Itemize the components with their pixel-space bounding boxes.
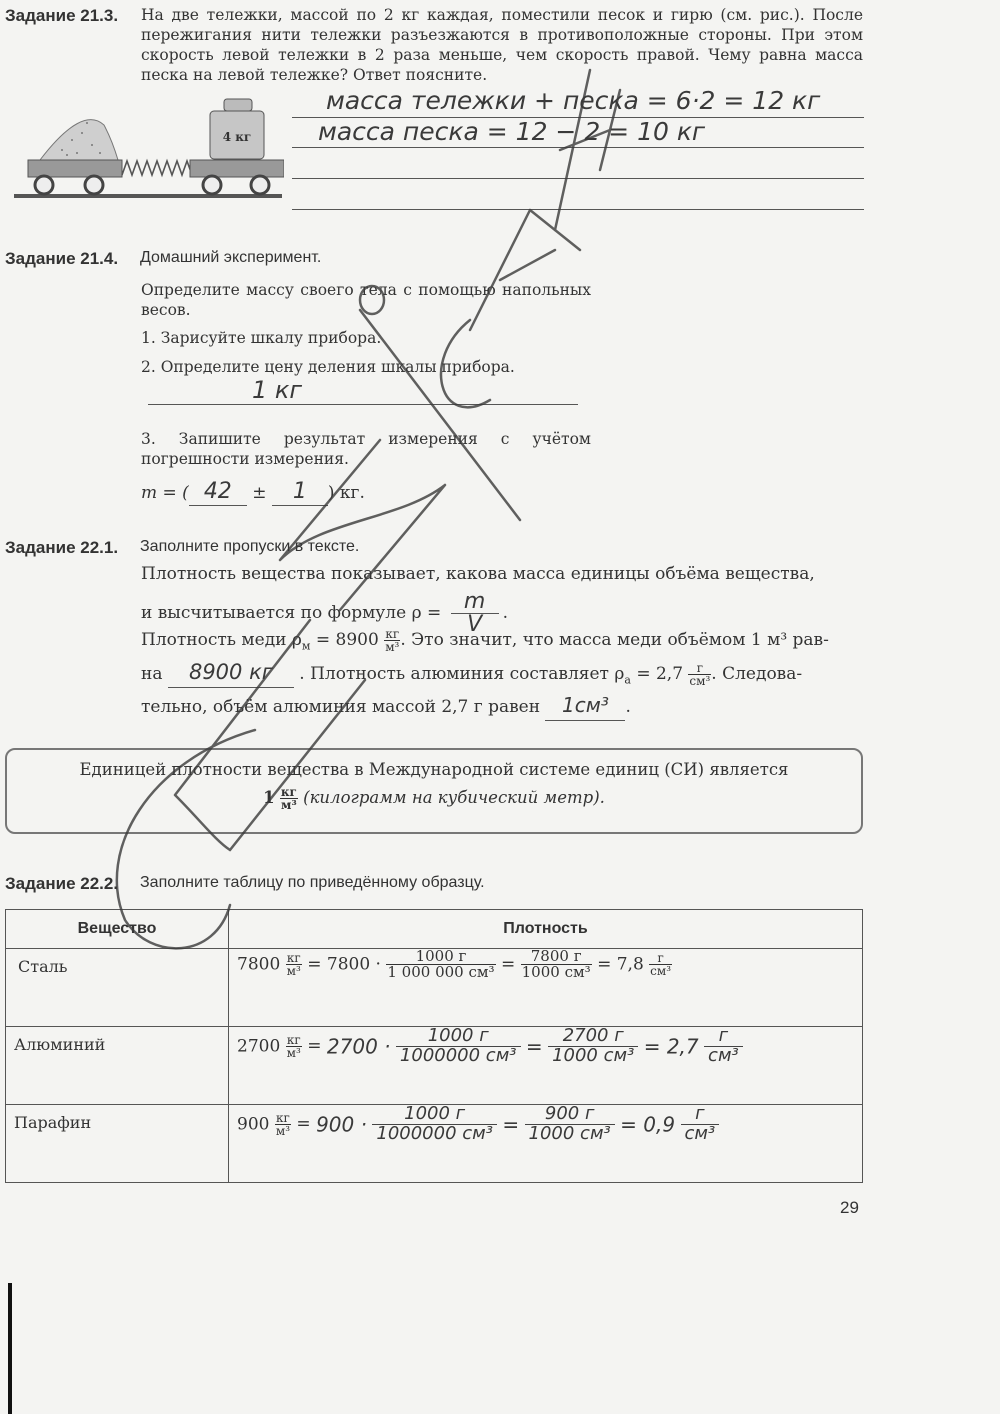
task-21-4-subtitle: Домашний эксперимент. — [140, 249, 322, 266]
result-den: см³ — [650, 964, 672, 978]
hw-frac1-den: 1000000 см³ — [376, 1122, 493, 1144]
unit-kg: кг — [286, 1032, 301, 1047]
si-one: 1 — [263, 788, 275, 807]
substance-name: Алюминий — [6, 1027, 229, 1105]
task-22-1-subtitle: Заполните пропуски в тексте. — [140, 538, 360, 555]
task-22-2-label: Задание 22.2. — [5, 874, 119, 893]
hw-eq3: = 0,9 — [620, 1112, 676, 1137]
si-unit-kg: кг — [280, 785, 297, 799]
task-22-1-label: Задание 22.1. — [5, 538, 119, 557]
answer-line — [292, 147, 864, 148]
row-value: 900 — [237, 1114, 270, 1135]
mass-formula — [141, 480, 365, 506]
p5a: тельно, объём алюминия массой 2,7 г равен — [141, 697, 541, 717]
p4d: . Следова- — [711, 664, 803, 684]
frac2-num: 7800 г — [521, 949, 592, 965]
p5b: . — [625, 697, 631, 717]
p4c: = 2,7 — [636, 664, 684, 684]
hw-frac2-num: 2700 г — [548, 1027, 638, 1047]
p5-line — [141, 691, 631, 724]
formula-denominator: V — [467, 612, 483, 637]
copper-mass-handwritten: 8900 кг — [188, 660, 273, 684]
hw-value: 2700 · — [326, 1034, 391, 1059]
hw-frac2-den: 1000 см³ — [552, 1044, 635, 1066]
task-21-3-label: Задание 21.3. — [5, 6, 119, 25]
row-value: 2700 — [237, 1036, 281, 1057]
si-unit-name: (килограмм на кубический метр). — [303, 788, 605, 807]
unit-m3: м³ — [275, 1123, 291, 1138]
substance-name: Сталь — [6, 949, 229, 1027]
substance-name: Парафин — [6, 1105, 229, 1183]
unit-kg: кг — [276, 1110, 290, 1125]
division-value-handwritten: 1 кг — [252, 376, 303, 404]
p3-sub: м — [301, 639, 311, 653]
hw-frac1-num: 1000 г — [372, 1105, 497, 1125]
header-density: Плотность — [229, 910, 863, 949]
table-row — [6, 949, 863, 1027]
si-box-line2 — [7, 786, 861, 811]
p3-line — [141, 624, 829, 662]
p3b: = 8900 — [315, 630, 379, 650]
p3c: . Это значит, что масса меди объёмом 1 м³ рав- — [400, 630, 829, 650]
hw-result-num: г — [681, 1105, 720, 1125]
table-header-row — [6, 910, 863, 949]
mass-error-handwritten: 1 — [292, 479, 307, 504]
hw-result-num: г — [704, 1027, 743, 1047]
density-formula — [229, 949, 863, 1027]
hw-frac2-den: 1000 см³ — [528, 1122, 611, 1144]
unit-kg: кг — [286, 951, 301, 965]
si-box-line1: Единицей плотности вещества в Международной системе единиц (СИ) является — [79, 760, 789, 779]
weight-label: 4 кг — [222, 130, 252, 144]
p4-sub: а — [624, 673, 631, 687]
hw-frac2-num: 900 г — [525, 1105, 615, 1125]
hw-result-den: см³ — [684, 1122, 716, 1144]
mass-value-handwritten: 42 — [203, 479, 232, 504]
hw-eq2: = — [525, 1034, 543, 1059]
p2-text: и высчитывается по формуле ρ = — [141, 603, 442, 623]
header-substance: Вещество — [6, 910, 229, 949]
answer-line — [292, 209, 864, 210]
result-num: г — [649, 952, 672, 965]
table-row — [6, 1027, 863, 1105]
task-21-3-text: На две тележки, массой по 2 кг каждая, поместили песок и гирю (см. рис.). После пережигания нити тележки разъезжаются в противоположные стороны. При этом скорость левой тележки в 2 раза меньше, чем скорость правой. Чему равна масса песка на левой тележке? Ответ поясните. — [141, 6, 863, 84]
carts-illustration — [12, 95, 284, 207]
density-table — [5, 909, 863, 1183]
row-eq2: = — [500, 954, 516, 975]
unit-g: г — [688, 662, 711, 675]
hw-eq3: = 2,7 — [643, 1034, 699, 1059]
unit-cm3: см³ — [689, 674, 711, 688]
row-eq: = 7800 · — [307, 954, 381, 975]
answer-handwritten-1: масса тележки + песка = 6·2 = 12 кг — [326, 86, 821, 115]
density-formula: 2700 $\frac{кг}{\text{м³}}$ = 2700 · 1000 г 1000000 см³ = 2700 г 1000 см³ = 2,7 г см³ — [229, 1027, 863, 1105]
row-value: 7800 — [237, 954, 281, 975]
density-formula: 900 $\frac{кг}{\text{м³}}$ = 900 · 1000 г 1000000 см³ = 900 г 1000 см³ = 0,9 г см³ — [229, 1105, 863, 1183]
frac2-den: 1000 см³ — [521, 963, 591, 981]
task-21-4-step2: 2. Определите цену деления шкалы прибора. — [141, 358, 515, 376]
hw-result-den: см³ — [708, 1044, 739, 1066]
si-unit-box — [5, 748, 863, 834]
unit-m3: м³ — [286, 964, 301, 978]
unit-m3: м³ — [385, 640, 400, 654]
si-unit-m3: м³ — [281, 798, 297, 812]
task-21-4-step3: 3. Запишите результат измерения с учётом погрешности измерения. — [141, 430, 591, 468]
unit-m3: м³ — [286, 1045, 301, 1060]
row-eq3: = 7,8 — [597, 954, 644, 975]
frac1-num: 1000 г — [386, 949, 495, 965]
formula-numerator: m — [451, 591, 499, 614]
hw-value: 900 · — [316, 1112, 367, 1137]
hw-eq2: = — [502, 1112, 520, 1137]
p4b: . Плотность алюминия составляет ρ — [299, 664, 625, 684]
unit-kg: кг — [385, 627, 400, 641]
scan-edge — [8, 1283, 12, 1414]
hw-frac1-den: 1000000 см³ — [399, 1044, 517, 1066]
answer-handwritten-2: масса песка = 12 − 2 = 10 кг — [318, 117, 706, 146]
plus-minus: ± — [252, 483, 267, 503]
task-21-4-step1: 1. Зарисуйте шкалу прибора. — [141, 329, 382, 347]
task-21-4-intro: Определите массу своего тела с помощью напольных весов. — [141, 281, 591, 319]
hw-frac1-num: 1000 г — [396, 1027, 521, 1047]
aluminium-volume-handwritten: 1см³ — [562, 693, 609, 717]
p1: Плотность вещества показывает, какова масса единицы объёма вещества, — [141, 564, 815, 584]
p4a: на — [141, 664, 163, 684]
p2-line: и высчитывается по формуле ρ = $\frac{m}{V}$ . — [141, 589, 509, 637]
answer-line — [148, 404, 578, 405]
p3a: Плотность меди ρ — [141, 630, 302, 650]
page-number: 29 — [840, 1198, 859, 1217]
frac1-den: 1 000 000 см³ — [387, 963, 495, 981]
task-22-2-subtitle: Заполните таблицу по приведённому образцу. — [140, 874, 485, 891]
mass-prefix: m = ( — [141, 483, 189, 503]
answer-line — [292, 178, 864, 179]
mass-suffix: ) кг. — [327, 483, 365, 503]
table-row — [6, 1105, 863, 1183]
task-21-4-label: Задание 21.4. — [5, 249, 119, 268]
